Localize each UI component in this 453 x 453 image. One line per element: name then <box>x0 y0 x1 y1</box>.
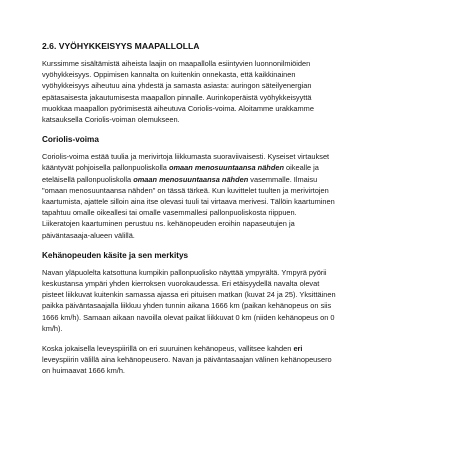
text-line: 1666 km/h). Samaan aikaan navoilla olevat paikat liikkuvat 0 km (niiden kehänopeus on 0 <box>42 312 335 322</box>
text-line <box>42 162 414 173</box>
text-line: Navan yläpuolelta katsottuna kumpikin pallonpuolisko näyttää ympyrältä. Ympyrä pyörii <box>42 267 327 277</box>
text-run: vasemmalle. Ilmaisu <box>248 174 318 184</box>
text-run: eteläisellä pallonpuoliskolla <box>42 174 134 184</box>
kehanopeus-paragraph-1 <box>42 267 414 334</box>
emphasis-text: omaan menosuuntaansa nähden <box>133 174 249 184</box>
text-line <box>42 174 414 185</box>
text-line: paikka päiväntasaajalla liikkuu yhden tunnin aikana 1666 km (paikan kehänopeus on siis <box>42 301 332 311</box>
bold-text: eri <box>293 344 303 354</box>
intro-paragraph <box>42 58 414 125</box>
section-title: 2.6. VYÖHYKKEISYYS MAAPALLOLLA <box>42 41 200 51</box>
text-line <box>42 343 414 354</box>
text-line: vyöhykkeisyys aiheutuu aina yhdestä ja samasta asiasta: auringon säteilyenergian <box>42 81 312 91</box>
text-line: Coriolis-voima estää tuulia ja merivirtoja liikkumasta suoraviivaisesti. Kyseiset virtaukset <box>42 152 330 162</box>
text-line: katsauksella Coriolis-voiman olemukseen. <box>42 115 180 125</box>
document-body <box>42 40 414 386</box>
text-line: on huimaavat 1666 km/h. <box>42 366 125 376</box>
text-line: päiväntasaaja-alueen välillä. <box>42 230 135 240</box>
text-line: epätasaisesta jakautumisesta maapallon pinnalle. Aurinkoperäistä vyöhykkeisyyttä <box>42 92 312 102</box>
text-run: kääntyvät pohjoisella pallonpuoliskolla <box>42 163 169 173</box>
text-line: km/h). <box>42 323 63 333</box>
text-run: Koska jokaisella leveyspiirillä on eri suuruinen kehänopeus, vallitsee kahden <box>42 344 294 354</box>
text-line: muokkaa maapallon pyörimisestä aiheutuva Coriolis-voima. Aloitamme urakkamme <box>42 103 314 113</box>
subheading-coriolis: Coriolis-voima <box>42 135 99 145</box>
text-line: Liikeratojen kaartuminen perustuu ns. kehänopeuden eroihin napaseutujen ja <box>42 219 295 229</box>
text-line: tapahtuu omalle oikeallesi tai omalle vasemmallesi pallonpuoliskosta riippuen. <box>42 208 297 218</box>
text-line: vyöhykkeisyys. Oppimisen kannalta on kuitenkin onnekasta, että kaikkinainen <box>42 70 296 80</box>
text-run: oikealle ja <box>283 163 319 173</box>
kehanopeus-paragraph-2 <box>42 343 414 377</box>
text-line: keskustansa ympäri yhden kierroksen vuorokaudessa. Eri etäisyydellä navalta olevat <box>42 279 320 289</box>
text-line: kaartumista, ajattele silloin aina itse olevasi tuuli tai virtaava merivesi. Tällöin kaartuminen <box>42 197 335 207</box>
text-line: leveyspiirin välillä aina kehänopeusero. Navan ja päiväntasaajan välinen kehänopeusero <box>42 355 332 365</box>
text-line: pisteet liikkuvat kuitenkin samassa ajassa eri pituisen matkan (kuvat 24 ja 25). Yksittäinen <box>42 290 336 300</box>
subheading-kehanopeus: Kehänopeuden käsite ja sen merkitys <box>42 250 189 260</box>
coriolis-paragraph <box>42 151 414 241</box>
emphasis-text: omaan menosuuntaansa nähden <box>168 163 284 173</box>
text-line: Kurssimme sisältämistä aiheista laajin on maapallolla esiintyvien luonnonilmiöiden <box>42 59 311 68</box>
text-line: "omaan menosuuntaansa nähden" on tässä tärkeä. Kun kuvittelet tuulten ja merivirtojen <box>42 185 329 195</box>
